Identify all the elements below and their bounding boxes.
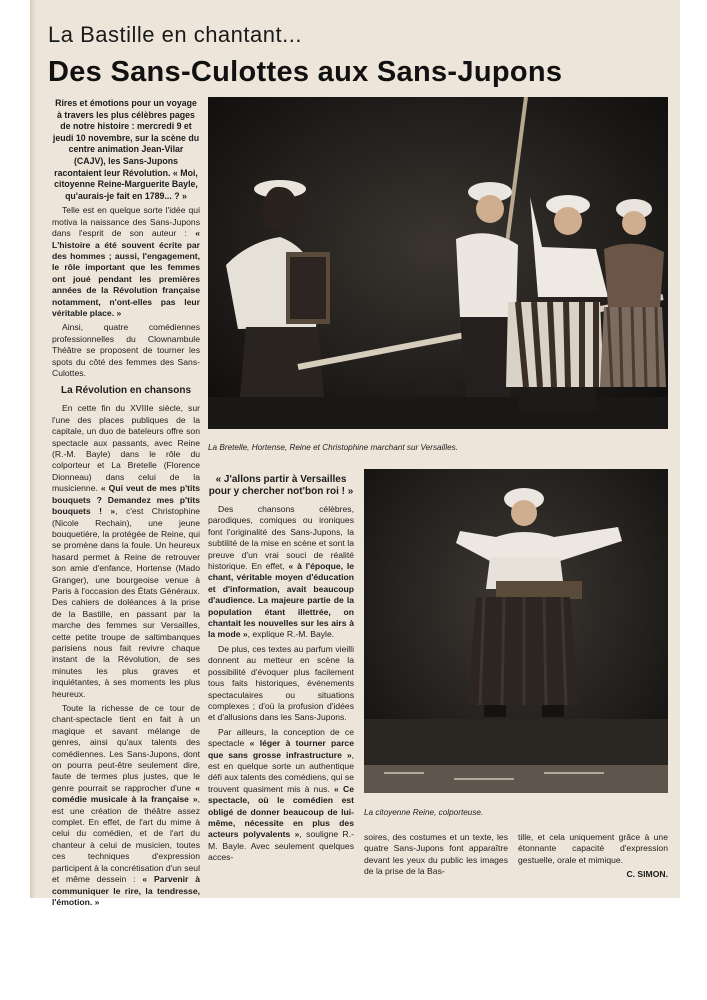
quote-bold: « L'histoire a été souvent écrite par des hommes ; aussi, l'engagement, le rôle important que les femmes ont joué pendant les premières années de la Révolution française notamment, n'ont-elles pas leur véritable place. » [52,228,200,318]
quote-bold: « à l'époque, le chant, véritable moyen d'éducation et d'information, avait beaucoup d'audience. La majeure partie de la population étant illettrée, on chantait les nouvelles sur les airs à la mode » [208,561,355,640]
column-bottom-center [364,832,508,881]
quote-bold: « Ce spectacle, où le comédien est obligé de donner beaucoup de lui-même, nécessite en plus des acteurs polyvalents » [208,783,355,840]
article-chapo: Rires et émotions pour un voyage à travers les plus célèbres pages de notre histoire : mercredi 9 et jeudi 10 novembre, sur la scène du centre animation Jean-Vilar (CAJV), les Sans-Jupons racontaient leur Révolution. « Moi, citoyenne Reine-Marguerite Bayle, qu'aurais-je fait en 1789... ? » [52,98,200,201]
photo-caption-top: La Bretelle, Hortense, Reine et Christophine marchant sur Versailles. [208,443,458,452]
column-left [52,98,200,911]
paragraph: soires, des costumes et un texte, les quatre Sans-Jupons font apparaître devant les yeux du public les images de la prise de la Bas- [364,832,508,877]
author-signature: C. SIMON. [626,869,668,880]
article-kicker: La Bastille en chantant... [48,22,302,47]
paragraph [52,403,200,700]
paragraph-text: Telle est en quelque sorte l'idée qui motiva la naissance des Sans-Jupons dans l'esprit de son auteur : [52,205,200,239]
paragraph [52,703,200,908]
paragraph-text: , c'est Christophine (Nicole Rechain), une jeune bouquetière, la protégée de Reine, qui se promène dans la foule. Un heureux hasard permet à Reine de retrouver son amie d'enfance, Hortense (Mado Granger), une bourgeoise venue à Paris à l'occasion des États Généraux. Des cahiers de doléances à la prise de la Bastille, en passant par la marche des femmes sur Versailles, cette petite troupe de saltimbanques parisiens nous fait revivre chaque instant de la Révolution, de ses minutes les plus graves et inquiétantes, à ses moments les plus heureux. [52,506,200,699]
quote-bold: « léger à tourner parce que sans grosse infrastructure » [208,738,354,760]
quote-bold: « Parvenir à communiquer le rire, la tendresse, l'émotion. » [52,874,200,907]
paragraph-text: , explique R.-M. Bayle. [247,629,335,640]
paragraph-text: Des chansons célèbres, parodiques, comiques ou ironiques font l'originalité des Sans-Jupons, la subtilité de la mise en scène et sont la preuve d'un vrai souci de réalité historique. En effet, [208,504,354,572]
paragraph [52,205,200,319]
paragraph [208,504,354,641]
article-headline: Des Sans-Culottes aux Sans-Jupons [48,56,563,88]
photo-illustration [364,469,668,793]
paragraph: tille, et cela uniquement grâce à une étonnante capacité d'expression gestuelle, orale et mimique. [518,832,668,865]
paragraph-text: , est en quelque sorte un authentique défi aux talents des comédiens, qui se trouvent quasiment mis à nus. [208,749,354,794]
quote-bold: « comédie musicale à la française » [52,782,200,805]
paragraph [208,727,354,864]
subheading: La Révolution en chansons [60,385,192,397]
photo-citoyenne-reine [364,469,668,793]
photo-illustration [208,97,668,429]
quote-bold: « Qui veut de mes p'tits bouquets ? Demandez mes p'tits bouquets ! » [52,483,201,517]
subheading: « J'allons partir à Versailles pour y chercher not'bon roi ! » [208,474,354,497]
photo-four-performers [208,97,668,429]
photo-caption-bottom: La citoyenne Reine, colporteuse. [364,808,484,817]
paragraph-text: Toute la richesse de ce tour de chant-spectacle tient en fait à un magique et savant mélange de genres, ainsi qu'aux talents des comédiennes. Les Sans-Jupons, dont on pourra peut-être seulement dire, faute de termes plus justes, que le genre pourrait se rapprocher d'une [52,703,200,793]
paragraph-text: , souligne R.-M. Bayle. Avec seulement quelques acces- [208,829,354,863]
column-middle [208,474,354,867]
paragraph-text: En cette fin du XVIIIe siècle, sur l'une des places publiques de la capitale, un duo de bateleurs offre son spectacle aux passants, avec Reine (R.-M. Bayle) dans le rôle du colporteur et La Bretelle (Florence Dionneau) dans celui de la musicienne. [52,403,200,494]
paragraph-text: Par ailleurs, la conception de ce spectacle [208,726,354,749]
paragraph: Ainsi, quatre comédiennes professionnelles du Clownambule Théâtre se proposent de tourner les spots du côté des femmes des Sans-Culottes. [52,322,200,379]
column-bottom-right [518,832,668,881]
paragraph: De plus, ces textes au parfum vieilli donnent au metteur en scène la possibilité d'évoquer plus facilement tous faits historiques, événements spectaculaires ou situations complexes ; d'où la profusion d'idées et d'allusions dans les Sans-Jupons. [208,643,354,723]
paragraph-text: , est une création de théâtre assez complet. En effet, de l'art du mime à celui du comédien, et de l'art du chanteur à celui de musicien, toutes ces techniques d'expression participent à la concrétisation d'un seul et même dessein : [52,794,200,885]
